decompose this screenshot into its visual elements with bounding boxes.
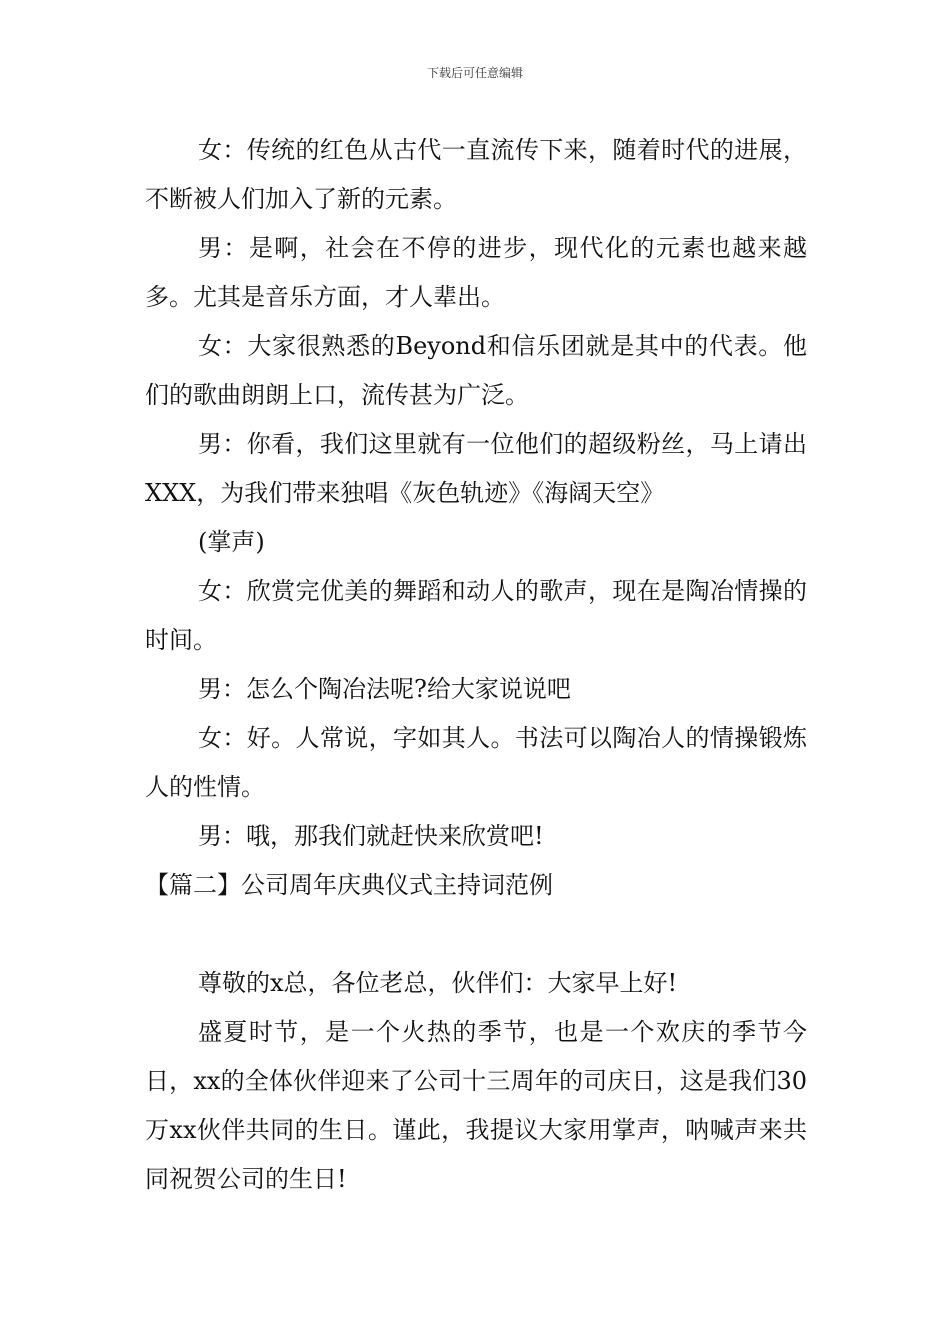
paragraph-9: 男：哦，那我们就赶快来欣赏吧! <box>198 822 544 850</box>
paragraph-11: 盛夏时节，是一个火热的季节，也是一个欢庆的季节今日，xx的全体伙伴迎来了公司十三周年的司庆日，这是我们30万xx伙伴共同的生日。谨此，我提议大家用掌声，呐喊声来共同祝贺公司的生日! <box>145 1018 807 1193</box>
blank-line <box>145 910 807 959</box>
paragraph-3: 女：大家很熟悉的Beyond和信乐团就是其中的代表。他们的歌曲朗朗上口，流传甚为广泛。 <box>145 332 807 409</box>
paragraph-10: 尊敬的x总，各位老总，伙伴们：大家早上好! <box>198 969 678 997</box>
document-body <box>145 126 807 1204</box>
paragraph-6: 女：欣赏完优美的舞蹈和动人的歌声，现在是陶冶情操的时间。 <box>145 577 807 654</box>
paragraph-7: 男：怎么个陶冶法呢?给大家说说吧 <box>198 675 571 703</box>
page-header-note: 下载后可任意编辑 <box>426 66 523 80</box>
paragraph-2: 男：是啊，社会在不停的进步，现代化的元素也越来越多。尤其是音乐方面，才人辈出。 <box>145 234 807 311</box>
paragraph-1: 女：传统的红色从古代一直流传下来，随着时代的进展，不断被人们加入了新的元素。 <box>145 136 807 213</box>
paragraph-5: (掌声) <box>198 528 265 556</box>
section-title: 【篇二】公司周年庆典仪式主持词范例 <box>145 871 553 899</box>
paragraph-4: 男：你看，我们这里就有一位他们的超级粉丝，马上请出XXX，为我们带来独唱《灰色轨迹》《海阔天空》 <box>145 430 807 507</box>
paragraph-8: 女：好。人常说，字如其人。书法可以陶冶人的情操锻炼人的性情。 <box>145 724 807 801</box>
